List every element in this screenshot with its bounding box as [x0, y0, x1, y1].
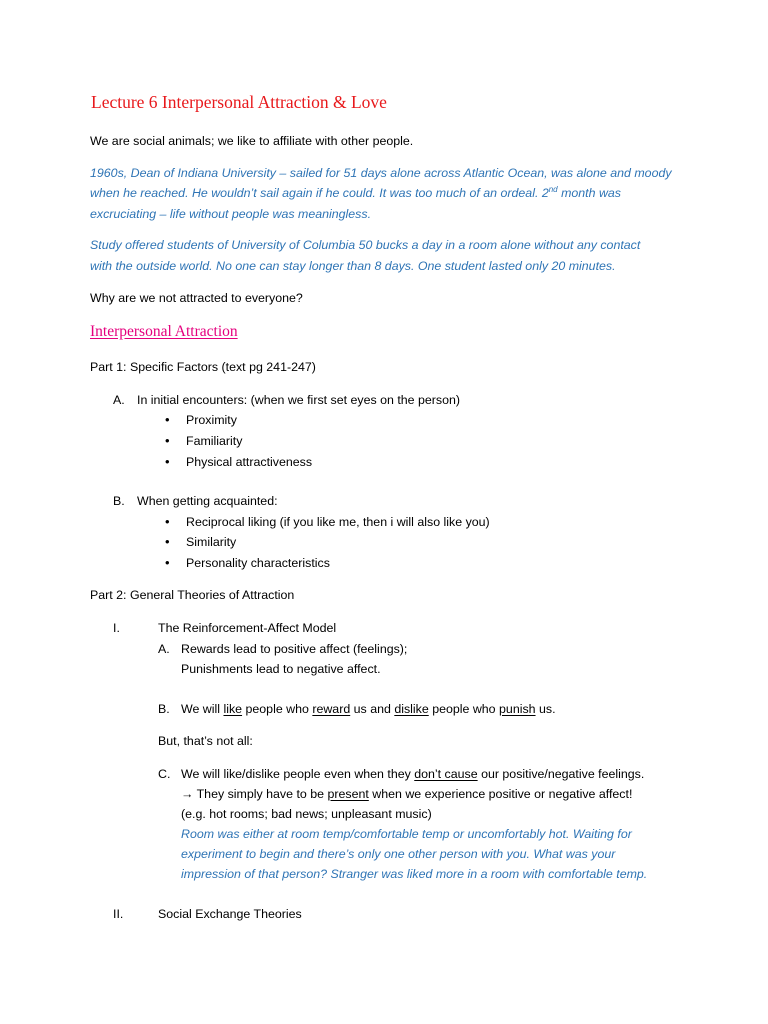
list-item: Personality characteristics	[186, 556, 330, 570]
bullet-icon: •	[165, 412, 170, 427]
part2-i-c-marker: C.	[158, 767, 171, 781]
list-item: Similarity	[186, 535, 237, 549]
example2-line1: Study offered students of University of Columbia 50 bucks a day in a room alone without any contact	[90, 238, 641, 252]
part1-a-label: In initial encounters: (when we first set eyes on the person)	[137, 393, 461, 407]
part1-a-marker: A.	[113, 393, 125, 407]
part2-i-a-line2: Punishments lead to negative affect.	[181, 662, 381, 676]
list-item: Familiarity	[186, 434, 243, 448]
room-text-line2: experiment to begin and there’s only one other person with you. What was your	[181, 847, 616, 861]
example1-line1: 1960s, Dean of Indiana University – sailed for 51 days alone across Atlantic Ocean, was alone and moody	[90, 166, 672, 180]
part2-ii-label: Social Exchange Theories	[158, 907, 302, 921]
example1-line2: when he reached. He wouldn’t sail again if he could. It was too much of an ordeal. 2nd month was	[90, 184, 621, 200]
part2-i-c-line2: → They simply have to be present when we experience positive or negative affect!	[181, 787, 633, 801]
part2-i-marker: I.	[113, 621, 120, 635]
part2-but-text: But, that’s not all:	[158, 734, 253, 748]
list-item: Reciprocal liking (if you like me, then i will also like you)	[186, 515, 490, 529]
lecture-title: Lecture 6 Interpersonal Attraction & Love	[91, 92, 387, 112]
part1-title: Part 1: Specific Factors (text pg 241-247)	[90, 360, 316, 374]
bullet-icon: •	[165, 454, 170, 469]
part2-i-label: The Reinforcement-Affect Model	[158, 621, 337, 635]
list-item: Physical attractiveness	[186, 455, 313, 469]
bullet-icon: •	[165, 555, 170, 570]
part1-b-label: When getting acquainted:	[137, 494, 278, 508]
bullet-icon: •	[165, 433, 170, 448]
part2-i-c-line1: We will like/dislike people even when they don’t cause our positive/negative feelings.	[181, 767, 645, 781]
list-item: Proximity	[186, 413, 237, 427]
intro-text: We are social animals; we like to affiliate with other people.	[90, 134, 414, 148]
bullet-icon: •	[165, 534, 170, 549]
part2-title: Part 2: General Theories of Attraction	[90, 588, 295, 602]
room-text-line3: impression of that person? Stranger was liked more in a room with comfortable temp.	[181, 867, 648, 881]
section-heading-interpersonal-attraction: Interpersonal Attraction	[90, 323, 238, 340]
part2-i-b-text: We will like people who reward us and dislike people who punish us.	[181, 702, 556, 716]
room-text-line1: Room was either at room temp/comfortable temp or uncomfortably hot. Waiting for	[181, 827, 632, 841]
question-text: Why are we not attracted to everyone?	[90, 291, 303, 305]
bullet-icon: •	[165, 514, 170, 529]
arrow-right-icon: →	[181, 787, 194, 801]
part2-i-b-marker: B.	[158, 702, 170, 716]
part2-i-a-line1: Rewards lead to positive affect (feelings);	[181, 642, 408, 656]
example1-line3: excruciating – life without people was meaningless.	[90, 207, 372, 221]
example2-line2: with the outside world. No one can stay longer than 8 days. One student lasted only 20 minutes.	[90, 259, 616, 273]
part2-ii-marker: II.	[113, 907, 124, 921]
part2-i-a-marker: A.	[158, 642, 170, 656]
part2-i-c-example: (e.g. hot rooms; bad news; unpleasant music)	[181, 807, 432, 821]
part1-b-marker: B.	[113, 494, 125, 508]
